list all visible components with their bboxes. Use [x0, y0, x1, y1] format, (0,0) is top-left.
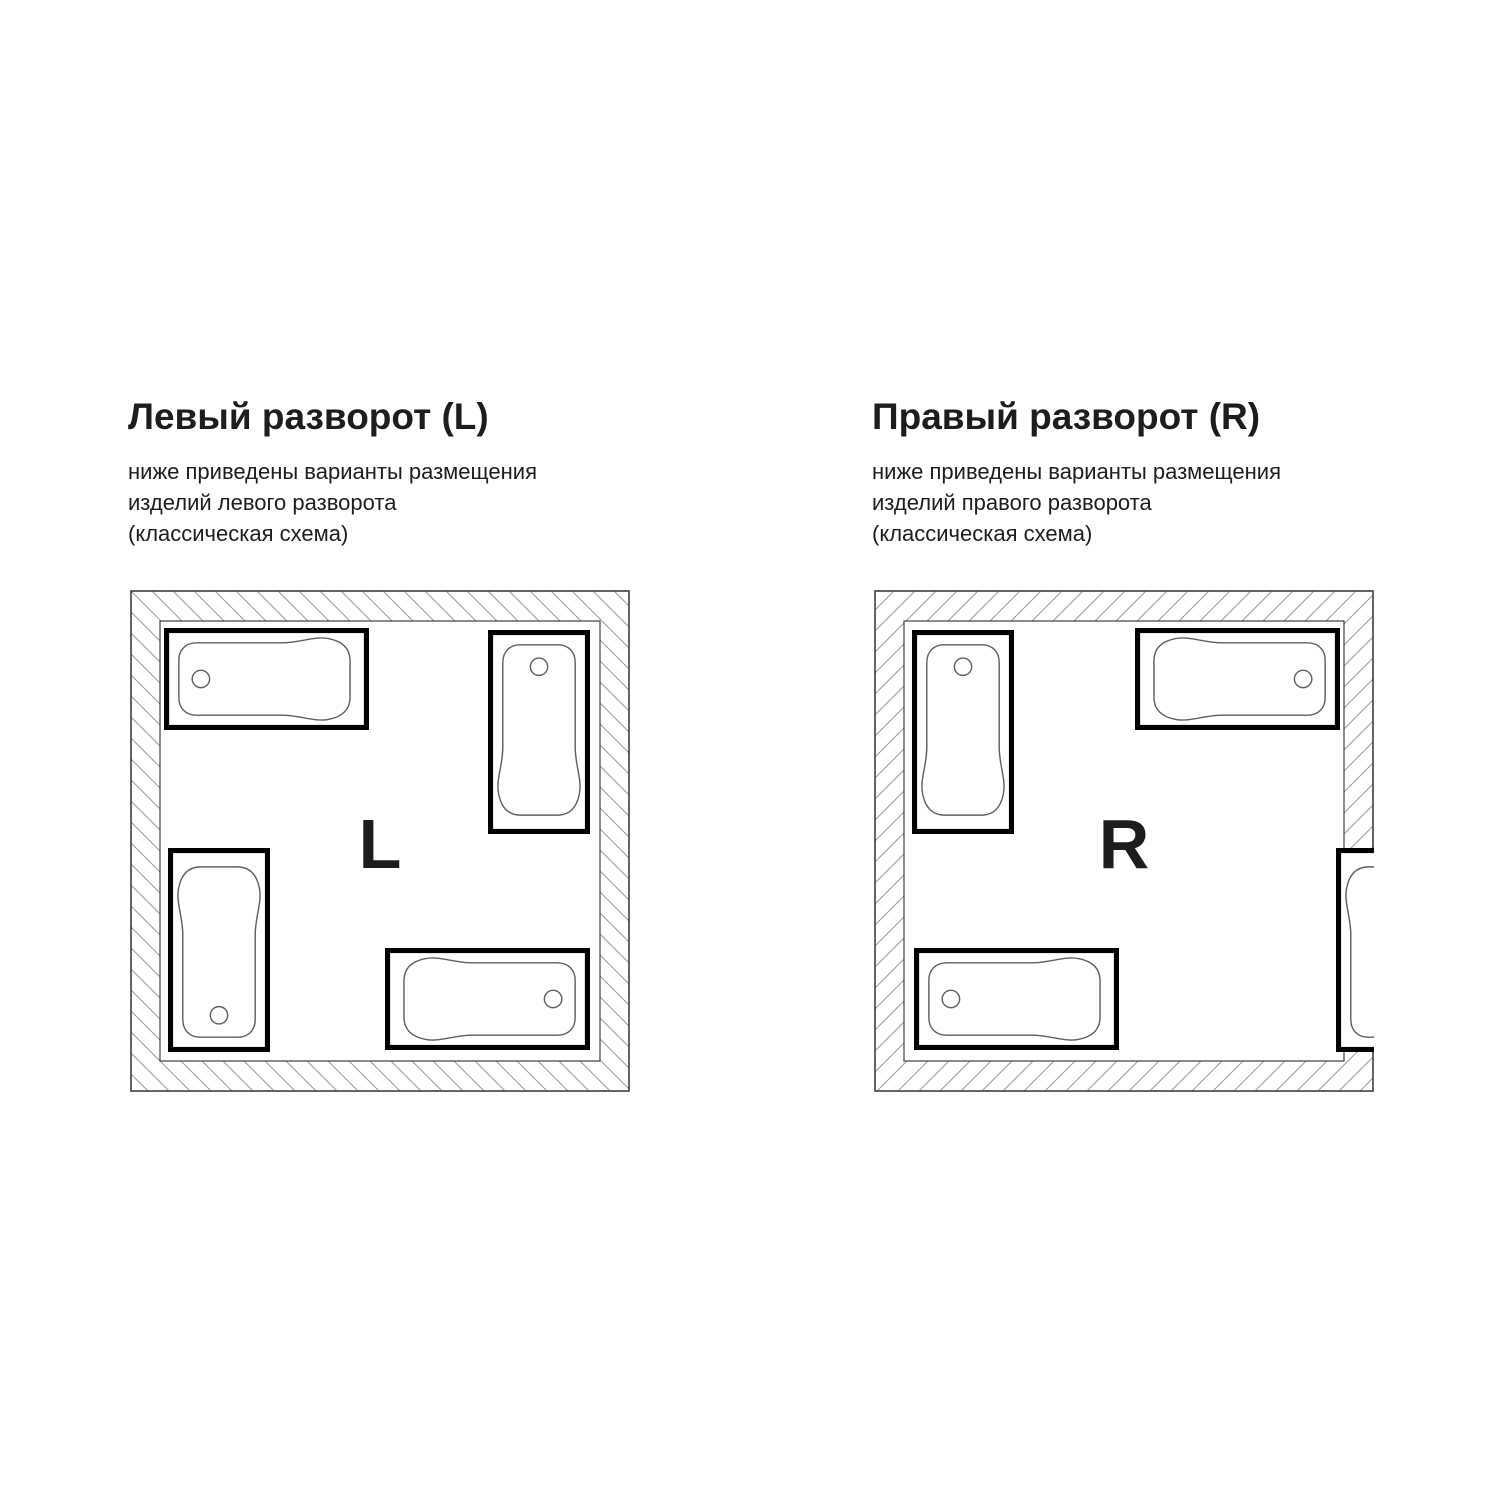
subtitle-line: изделий правого разворота: [872, 490, 1152, 515]
subtitle-line: ниже приведены варианты размещения: [872, 459, 1281, 484]
bathtub-top-left-horizontal: [167, 631, 367, 728]
room-letter-l: L: [358, 805, 402, 883]
bathtub-bottom-right-horizontal: [388, 951, 588, 1048]
left-spread-panel: [128, 397, 640, 1092]
subtitle-line: (классическая схема): [128, 521, 349, 546]
bathtub-top-left-vertical: [915, 633, 1012, 832]
right-spread-panel: [872, 397, 1384, 1092]
bathtub-bottom-left-vertical: [171, 851, 268, 1050]
right-room-diagram: [874, 590, 1374, 1092]
left-spread-title: Левый разворот (L): [128, 396, 489, 437]
bathtub-top-right-vertical: [491, 633, 588, 832]
subtitle-line: (классическая схема): [872, 521, 1093, 546]
bathtub-top-right-horizontal: [1138, 631, 1338, 728]
bathtub-bottom-left-horizontal: [917, 951, 1117, 1048]
left-room-diagram: [130, 590, 630, 1092]
left-spread-subtitle: [128, 456, 640, 549]
subtitle-line: ниже приведены варианты размещения: [128, 459, 537, 484]
bathtub-bottom-right-vertical: [1339, 851, 1374, 1050]
room-letter-r: R: [1098, 805, 1150, 883]
subtitle-line: изделий левого разворота: [128, 490, 397, 515]
right-spread-subtitle: [872, 456, 1384, 549]
right-spread-title: Правый разворот (R): [872, 396, 1261, 437]
